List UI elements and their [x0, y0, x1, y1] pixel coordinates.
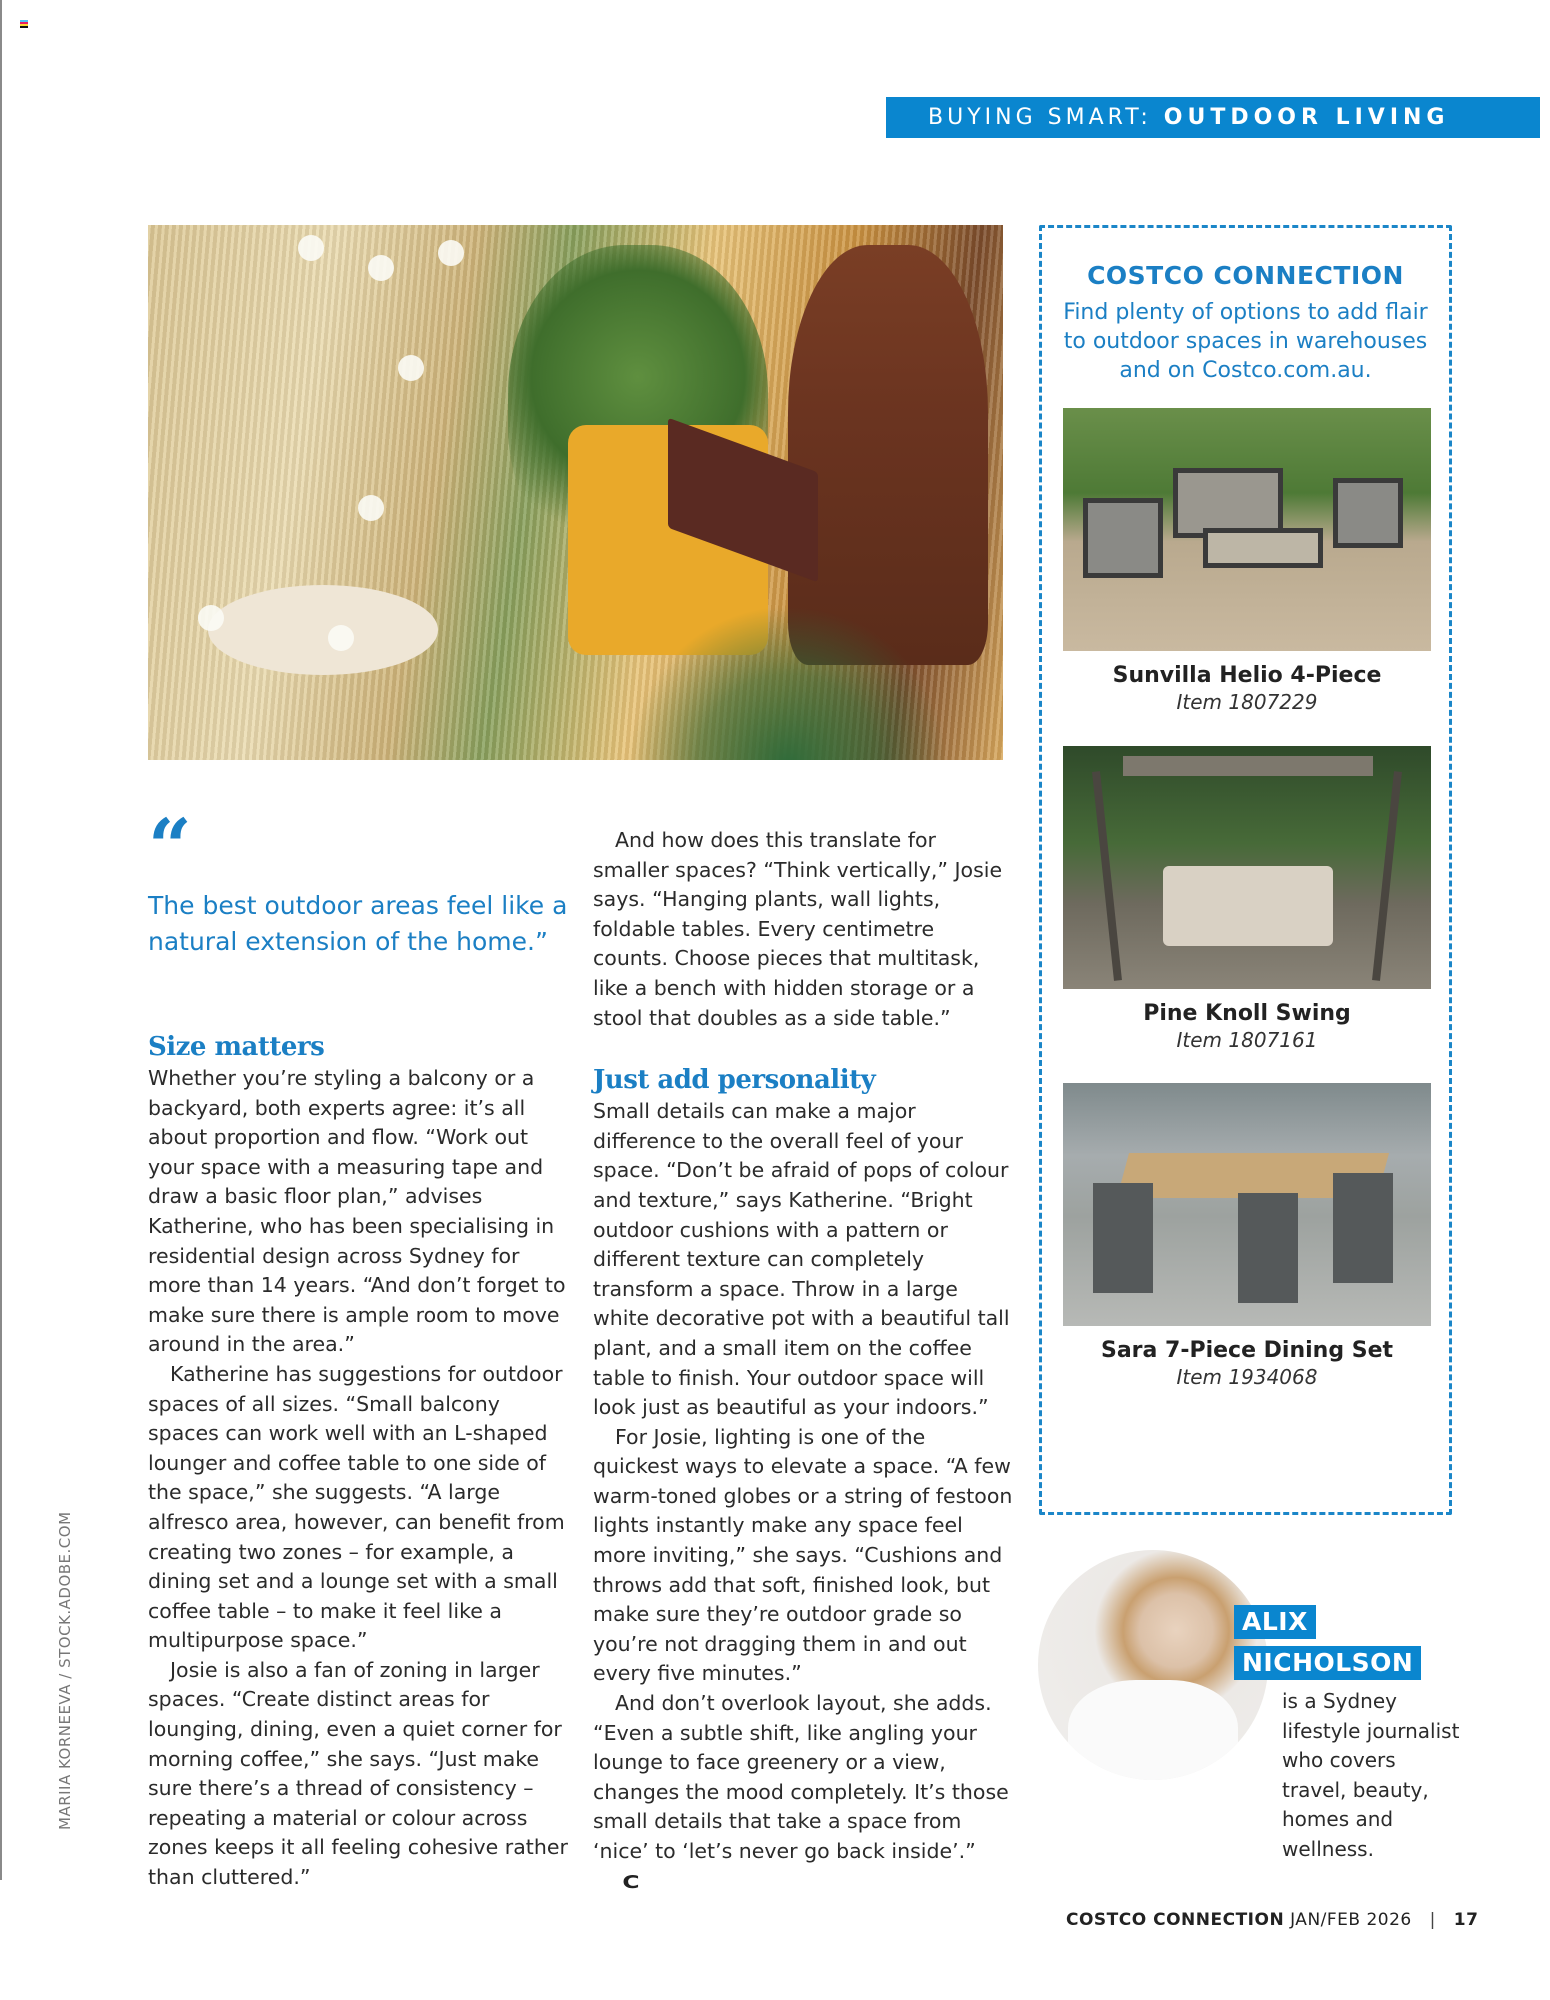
- paragraph-final-text: And don’t overlook layout, she adds. “Even a subtle shift, like angling your lounge to face greenery or a view, changes the mood completely. It’s those small details that take a space from ‘nice’ to ‘let’s never go back inside’.”: [593, 1691, 1009, 1863]
- paragraph: Whether you’re styling a balcony or a backyard, both experts agree: it’s all about proportion and flow. “Work out your space with a measuring tape and draw a basic floor plan,” advises Katherine, who has been specialising in residential design across Sydney for more than 14 years. “And don’t forget to make sure there is ample room to move around in the area.”: [148, 1066, 566, 1357]
- section-header-bar: [886, 97, 1540, 138]
- festoon-light: [198, 605, 224, 631]
- costco-connection-box: [1039, 225, 1452, 1515]
- page-edge: [0, 0, 2, 1880]
- woman-figure: [788, 245, 988, 665]
- product-item-number: Item 1807229: [1176, 690, 1318, 714]
- festoon-light: [368, 255, 394, 281]
- chair-shape: [1238, 1193, 1298, 1303]
- paragraph: And how does this translate for smaller spaces? “Think vertically,” Josie says. “Hanging plants, wall lights, foldable tables. Every centimetre counts. Choose pieces that multitask, like a bench with hidden storage or a stool that doubles as a side table.”: [593, 828, 1003, 1030]
- product-image[interactable]: [1063, 1083, 1431, 1326]
- festoon-light: [398, 355, 424, 381]
- product-card[interactable]: [1063, 408, 1431, 714]
- chair-shape: [1333, 1173, 1393, 1283]
- heading-just-add-personality: Just add personality: [593, 1065, 876, 1096]
- frame-leg: [1372, 771, 1402, 981]
- product-image[interactable]: [1063, 408, 1431, 651]
- sidebar-title: COSTCO CONNECTION: [1087, 261, 1404, 290]
- footer-brand: COSTCO CONNECTION: [1066, 1910, 1285, 1930]
- author-shirt: [1068, 1680, 1238, 1780]
- chair-shape: [1093, 1183, 1153, 1293]
- festoon-light: [298, 235, 324, 261]
- festoon-light: [438, 240, 464, 266]
- quote-mark-icon: “: [148, 802, 186, 891]
- photo-credit: MARIIA KORNEEVA / STOCK.ADOBE.COM: [56, 1511, 74, 1830]
- product-image[interactable]: [1063, 746, 1431, 989]
- section-label: BUYING SMART:: [928, 105, 1152, 130]
- side-table: [208, 585, 438, 675]
- pull-quote: [148, 802, 568, 960]
- page-footer: [1066, 1910, 1478, 1930]
- heading-size-matters: Size matters: [148, 1032, 325, 1062]
- author-last-name: NICHOLSON: [1234, 1646, 1421, 1680]
- foreground-plant: [628, 605, 948, 760]
- author-first-name: ALIX: [1234, 1605, 1316, 1639]
- pull-quote-text: The best outdoor areas feel like a natural extension of the home.”: [148, 891, 568, 956]
- chair-shape: [1083, 498, 1163, 578]
- swing-seat-shape: [1163, 866, 1333, 946]
- product-name: Sunvilla Helio 4-Piece: [1112, 663, 1382, 688]
- registration-mark-icon: [20, 20, 28, 29]
- product-item-number: Item 1807161: [1176, 1028, 1318, 1052]
- paragraph: Katherine has suggestions for outdoor spaces of all sizes. “Small balcony spaces can work well with an L-shaped lounger and coffee table to one side of the space,” she suggests. “A large alfresco area, however, can benefit from creating two zones – for example, a dining set and a lounge set with a small coffee table – to make it feel like a multipurpose space.”: [148, 1361, 565, 1653]
- chair-shape: [1333, 478, 1403, 548]
- author-bio-text: is a Sydney lifestyle journalist who covers travel, beauty, homes and wellness.: [1282, 1689, 1460, 1861]
- product-item-number: Item 1934068: [1176, 1365, 1318, 1389]
- paragraph-final: [593, 1689, 1013, 1897]
- footer-issue: JAN/FEB 2026: [1290, 1910, 1412, 1930]
- canopy-shape: [1123, 756, 1373, 776]
- festoon-light: [328, 625, 354, 651]
- paragraph: Josie is also a fan of zoning in larger spaces. “Create distinct areas for lounging, dining, even a quiet corner for morning coffee,” she says. “Just make sure there’s a thread of consistency – repeating a material or colour across zones keeps it all feeling cohesive rather than cluttered.”: [148, 1657, 568, 1890]
- product-name: Pine Knoll Swing: [1143, 1001, 1351, 1026]
- section-title: OUTDOOR LIVING: [1163, 105, 1450, 130]
- end-mark-icon: C: [622, 1871, 640, 1893]
- paragraph: Small details can make a major difference to the overall feel of your space. “Don’t be afraid of pops of colour and texture,” says Katherine. “Bright outdoor cushions with a pattern or different texture can completely transform a space. Throw in a large white decorative pot with a beautiful tall plant, and a small item on the coffee table to finish. Your outdoor space will look just as beautiful as your indoors.”: [593, 1099, 1010, 1420]
- product-name: Sara 7-Piece Dining Set: [1100, 1338, 1394, 1363]
- page-number: 17: [1453, 1910, 1479, 1930]
- article-column-left: [148, 1030, 568, 1893]
- footer-separator: |: [1429, 1910, 1436, 1930]
- hero-image: [148, 225, 1003, 760]
- paragraph: For Josie, lighting is one of the quickest ways to elevate a space. “A few warm-toned globes or a string of festoon lights instantly make any space feel more inviting,” she says. “Cushions and throws add that soft, finished look, but make sure they’re outdoor grade so you’re not dragging them in and out every five minutes.”: [593, 1424, 1013, 1686]
- author-bio: [1038, 1550, 1460, 1861]
- product-card[interactable]: [1063, 746, 1431, 1052]
- festoon-light: [358, 495, 384, 521]
- table-shape: [1203, 528, 1323, 568]
- article-column-middle: [593, 826, 1013, 1897]
- sidebar-description: Find plenty of options to add flair to outdoor spaces in warehouses and on Costco.com.au.: [1063, 300, 1428, 383]
- product-card[interactable]: [1063, 1083, 1431, 1389]
- frame-leg: [1092, 771, 1122, 981]
